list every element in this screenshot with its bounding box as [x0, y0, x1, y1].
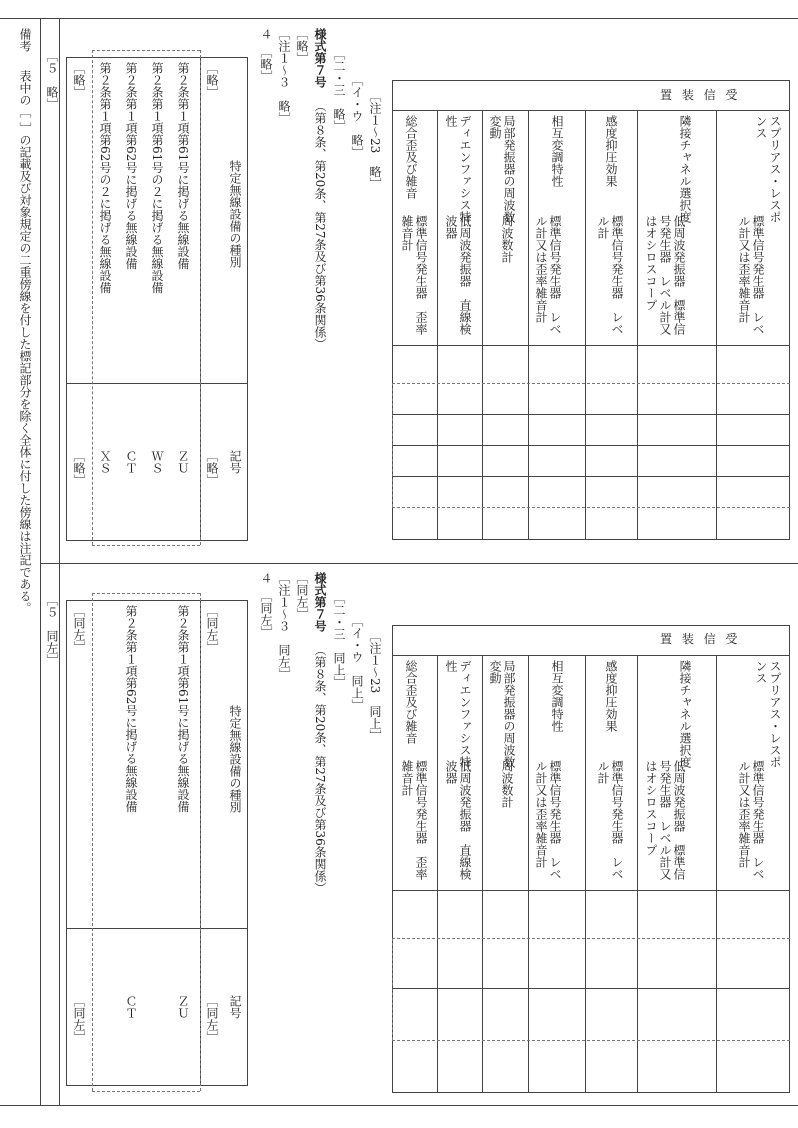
equipment-desensitization-r: 標準信号発生器 レベル計	[596, 760, 624, 880]
equipment-intermod-r: 標準信号発生器 レベル計又は歪率雑音計	[534, 760, 562, 880]
equipment-desensitization: 標準信号発生器 レベル計	[596, 215, 624, 335]
equipment-adjacent-r: 低周波発振器 標準信号発生器 レベル計又はオシロスコープ	[644, 760, 686, 880]
row-label-intermod: 相互変調特性	[550, 115, 564, 187]
equipment-spurious: 標準信号発生器 レベル計又は歪率雑音計	[737, 215, 765, 335]
left-note-1-23: ［注１～23 略］	[368, 90, 382, 190]
left-row-kind-2: 第２条第１項第61号の２に掲げる無線設備	[150, 62, 164, 294]
header-device-r: 装	[681, 632, 697, 646]
right-row-code-0: ［同左］	[205, 995, 219, 1043]
header-placement-r: 置	[660, 632, 676, 646]
right-i-u: ［イ・ウ 同上］	[350, 615, 364, 711]
left-row-kind-0: ［略］	[205, 62, 219, 98]
left-row-kind-5: ［略］	[72, 62, 86, 98]
row-label-spurious: スプリアス・レスポンス	[754, 115, 782, 223]
header-device: 装	[681, 88, 697, 102]
row-label-deemphasis-r: ディエンファシス特性	[444, 660, 472, 768]
left-row-code-2: ＷＳ	[150, 450, 164, 474]
left-form-ref: （第８条、第20条、第27条及び第36条関係）	[313, 100, 327, 350]
row-label-desensitization: 感度抑圧効果	[604, 115, 618, 187]
right-note-4: ４ ［同左］	[259, 572, 273, 638]
row-label-lo-drift: 局部発振器の周波数変動	[488, 115, 516, 223]
right-form-title: 様式第７号	[313, 572, 327, 632]
panel-divider	[40, 563, 798, 564]
left-row-kind-1: 第２条第１項第61号に掲げる無線設備	[176, 62, 190, 270]
right-note-5: ［５ 同左］	[45, 594, 59, 666]
right-col-kind: 特定無線設備の種別	[228, 705, 242, 813]
left-row-code-4: ＸＳ	[98, 450, 112, 474]
left-row-kind-4: 第２条第１項第62号の２に掲げる無線設備	[98, 62, 112, 294]
left-form-title: 様式第７号	[313, 28, 327, 88]
right-row-code-2: ＣＴ	[124, 995, 138, 1019]
header-placement: 置	[660, 88, 676, 102]
left-margin-line	[40, 18, 41, 1105]
equipment-deemphasis-r: 低周波発振器 直線検波器	[444, 760, 472, 880]
top-border	[0, 18, 798, 19]
header-reception: 受	[725, 88, 741, 102]
left-col-kind: 特定無線設備の種別	[228, 160, 242, 268]
row-label-adjacent: 隣接チャネル選択度	[678, 115, 692, 223]
equipment-intermod: 標準信号発生器 レベル計又は歪率雑音計	[534, 215, 562, 335]
right-row-kind-1: 第２条第１項第61号に掲げる無線設備	[176, 605, 190, 813]
right-col-code: 記号	[228, 995, 242, 1019]
equipment-deemphasis: 低周波発振器 直線検波器	[444, 215, 472, 335]
left-row-code-3: ＣＴ	[124, 450, 138, 474]
right-row-kind-0: ［同左］	[205, 605, 219, 653]
left-inner-line	[59, 18, 60, 1105]
left-note-1-3: ［注１～３ 略］	[277, 28, 291, 124]
row-label-deemphasis: ディエンファシス特性	[444, 115, 472, 223]
equipment-distortion-r: 標準信号発生器 歪率雑音計	[400, 760, 428, 880]
equipment-lo-drift: 周波数計	[500, 215, 514, 263]
row-label-distortion-r: 総合歪及び雑音	[404, 660, 418, 744]
row-label-distortion: 総合歪及び雑音	[404, 115, 418, 199]
remarks-text: 表中の［ ］の記載及び対象規定の二重傍線を付した標記部分を除く全体に付した傍線は注記である。	[18, 70, 32, 614]
left-col-code: 記号	[228, 450, 242, 474]
right-row-code-1: ＺＵ	[176, 995, 190, 1019]
right-note-1-3: ［注１～３ 同左］	[277, 572, 291, 680]
equipment-distortion: 標準信号発生器 歪率雑音計	[400, 215, 428, 335]
left-ni-san: ［二・三 略］	[332, 48, 346, 132]
left-note-4: ４ ［略］	[259, 28, 273, 82]
right-ni-san: ［二・三 同上］	[332, 592, 346, 688]
right-doujo: ［同左］	[295, 572, 309, 620]
right-form-ref: （第８条、第20条、第27条及び第36条関係）	[313, 644, 327, 894]
left-row-code-5: ［略］	[72, 450, 86, 486]
remarks-label: 備考	[18, 28, 32, 52]
row-label-lo-drift-r: 局部発振器の周波数変動	[488, 660, 516, 768]
right-row-kind-3: ［同左］	[72, 605, 86, 653]
bottom-border	[0, 1105, 798, 1106]
equipment-lo-drift-r: 周波数計	[500, 760, 514, 808]
header-reception-r: 受	[725, 632, 741, 646]
left-row-code-1: ＺＵ	[176, 450, 190, 474]
right-row-code-3: ［同左］	[72, 995, 86, 1043]
right-sub-table	[66, 600, 248, 1086]
row-label-spurious-r: スプリアス・レスポンス	[754, 660, 782, 768]
left-row-code-0: ［略］	[205, 450, 219, 486]
right-note-1-23: ［注１～23 同上］	[368, 630, 382, 742]
header-signal: 信	[703, 88, 719, 102]
left-row-kind-3: 第２条第１項第62号に掲げる無線設備	[124, 62, 138, 270]
row-label-intermod-r: 相互変調特性	[550, 660, 564, 732]
left-ryaku: ［略］	[295, 28, 309, 64]
header-signal-r: 信	[703, 632, 719, 646]
equipment-spurious-r: 標準信号発生器 レベル計又は歪率雑音計	[737, 760, 765, 880]
row-label-adjacent-r: 隣接チャネル選択度	[678, 660, 692, 768]
equipment-adjacent: 低周波発振器 標準信号発生器 レベル計又はオシロスコープ	[644, 215, 686, 335]
left-note-5: ［５ 略］	[45, 50, 59, 110]
left-i-u: ［イ・ウ 略］	[350, 74, 364, 158]
row-label-desensitization-r: 感度抑圧効果	[604, 660, 618, 732]
right-row-kind-2: 第２条第１項第62号に掲げる無線設備	[124, 605, 138, 813]
